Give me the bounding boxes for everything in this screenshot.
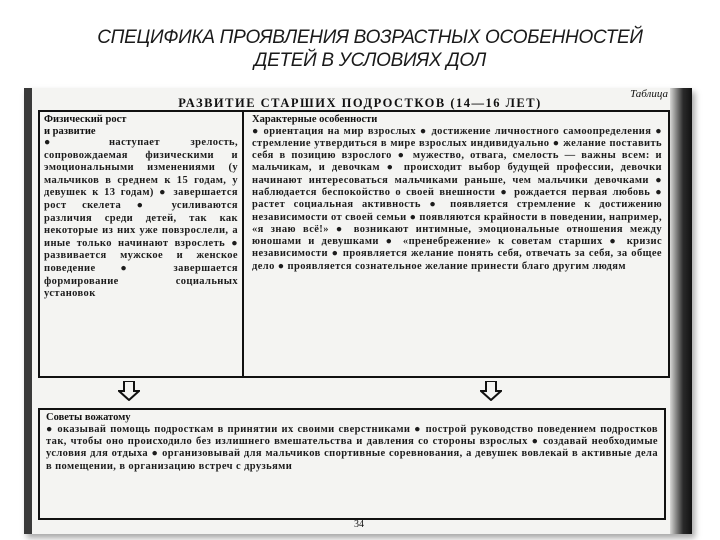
scanned-table-image xyxy=(24,88,692,534)
scan-left-edge xyxy=(24,88,32,534)
slide-title xyxy=(40,26,700,72)
scan-right-edge xyxy=(670,88,692,534)
characteristics-text: ● ориентация на мир взрослых ● достижение личностного самоопределения ● стремление утвердиться в мире взрослых индивидуально ● желание поставить себя в позицию взрослого ● мужество, отвага, смелость — важны всем: и мальчикам, и девочкам ● происходит выбор будущей профессии, девочки начинают интересоваться мальчиками раньше, чем мальчики девочками ● наблюдается беспокойство о своей внешности ● рождается первая любовь ● растет социальная активность ● появляется стремление к достижению независимости от своей семьи ● появляются крайности в поведении, например, «я знаю всё!» ● возникают интимные, эмоциональные отношения между юношами и девушками ● «пренебрежение» к советам старших ● кризис независимости ● проявляется желание понять себя, отвечать за себя, за общее дело ● проявляется сознательное желание принести благо другим людям xyxy=(252,125,662,272)
table-frame xyxy=(38,110,670,378)
characteristics-title: Характерные особенности xyxy=(252,114,378,125)
physical-growth-text: ● наступает зрелость, сопровождаемая физическими и эмоциональными изменениями (у мальчиков в среднем к 15 годам, у девушек к 13 годам) ● завершается рост скелета ● усиливаются различия среди детей, так как некоторые из них уже повзрослели, а иные только начинают взрослеть ● развивается мужское и женское поведение ● завершается формирование социальных установок xyxy=(44,137,238,300)
table-caption: Таблица xyxy=(630,88,668,100)
physical-growth-title-line-2: и развитие xyxy=(44,125,96,137)
physical-growth-column xyxy=(40,112,244,376)
counselor-advice-title: Советы вожатому xyxy=(46,412,131,423)
table-heading: РАЗВИТИЕ СТАРШИХ ПОДРОСТКОВ (14—16 ЛЕТ) xyxy=(178,96,542,110)
down-arrow-icon xyxy=(480,381,502,401)
physical-growth-title-line-1: Физический рост xyxy=(44,114,127,125)
counselor-advice-box xyxy=(38,408,666,520)
page-number: 34 xyxy=(354,519,364,530)
slide-title-line-2: ДЕТЕЙ В УСЛОВИЯХ ДОЛ xyxy=(254,50,486,71)
characteristics-column xyxy=(246,112,668,376)
physical-growth-title xyxy=(44,114,238,137)
down-arrow-icon xyxy=(118,381,140,401)
slide-title-line-1: СПЕЦИФИКА ПРОЯВЛЕНИЯ ВОЗРАСТНЫХ ОСОБЕННОСТЕЙ xyxy=(97,27,643,48)
counselor-advice-text: ● оказывай помощь подросткам в принятии их своими сверстниками ● построй руководство поведением подростков так, чтобы оно происходило без излишнего вмешательства и давления со стороны взрослых ● создавай необходимые условия для отдыха ● организовывай для мальчиков спортивные соревнования, а девушек вовлекай в активные дела в помещении, в организацию встреч с друзьями xyxy=(46,423,658,472)
